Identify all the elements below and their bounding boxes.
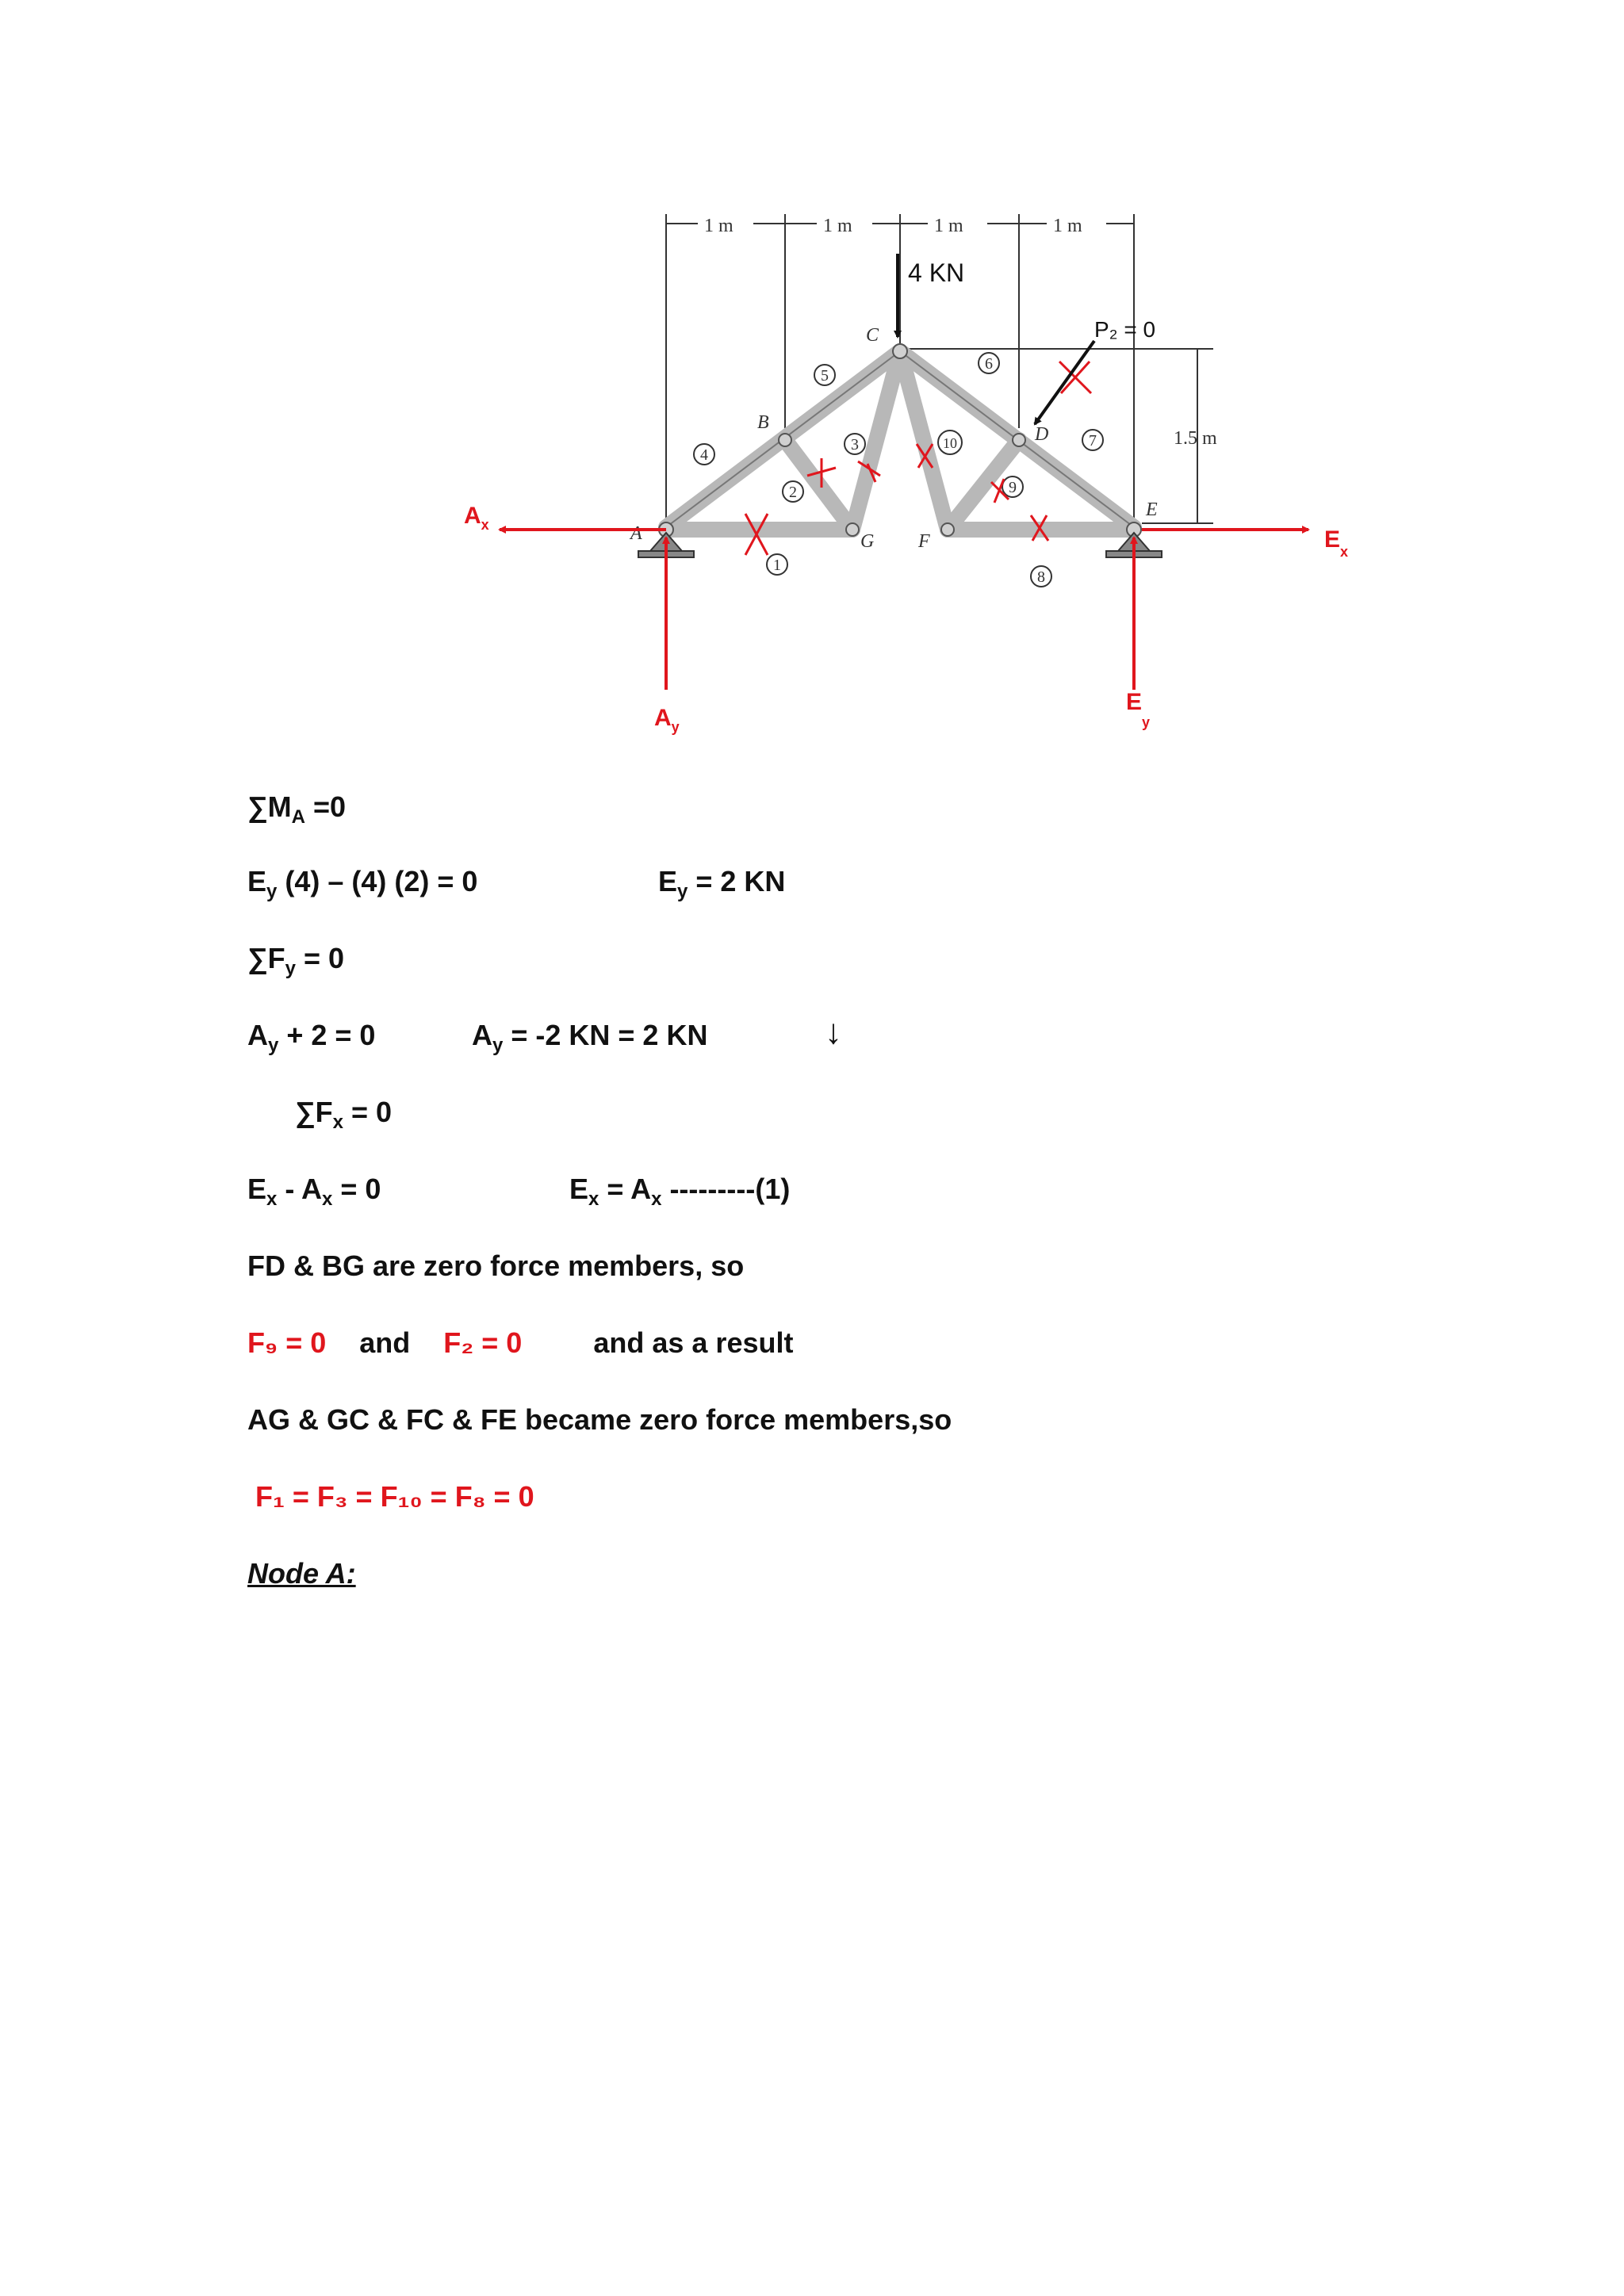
member-number-3: 3 [851, 436, 859, 453]
sum-forces-y: $\sum F_y = 0$ [247, 942, 345, 979]
reaction-label-Ax: $A_x$ [464, 503, 489, 533]
joint-label-C: C [866, 325, 879, 346]
load-label: 4 KN [908, 258, 965, 287]
member-number-2: 2 [789, 484, 797, 501]
sum-forces-x: $\sum F_x = 0$ [295, 1096, 393, 1133]
dim-label-3: 1 m [934, 216, 963, 236]
reaction-label-Ey: $E_y$ [1126, 689, 1151, 730]
p2-arrow [1035, 341, 1094, 424]
fx-equation: $E_x - A_x = 0$ [247, 1173, 381, 1210]
reaction-label-Ay: $A_y$ [654, 705, 680, 735]
down-arrow-icon: ↓ [825, 1012, 842, 1051]
zero-force-result: F₉ = 0 and F₂ = 0 and as a result [247, 1326, 794, 1359]
member-number-5: 5 [821, 367, 829, 385]
zero-force-members-equation: F₁ = F₃ = F₁₀ = F₈ = 0 [255, 1480, 534, 1513]
height-dim-label: 1.5 m [1174, 428, 1217, 449]
zero-force-statement-2: AG & GC & FC & FE became zero force members,so [247, 1403, 952, 1436]
ey-result: $E_y = 2$ KN [658, 865, 786, 902]
member-number-4: 4 [700, 446, 708, 464]
moment-equation: $E_y$ (4) – (4) (2) = 0 [247, 865, 478, 902]
member-number-10: 10 [943, 435, 957, 451]
truss-diagram [0, 0, 1624, 761]
joint-label-A: A [630, 523, 642, 544]
fy-equation: $A_y + 2 = 0$ [247, 1019, 376, 1056]
truss-members [666, 351, 1134, 530]
dim-label-2: 1 m [823, 216, 852, 236]
joint-label-E: E [1146, 499, 1158, 520]
f9-zero: F₉ = 0 [247, 1326, 327, 1359]
member-number-1: 1 [773, 557, 781, 574]
node-a-heading: Node A: [247, 1557, 356, 1590]
member-number-9: 9 [1009, 479, 1017, 496]
f2-zero: F₂ = 0 [443, 1326, 523, 1359]
dim-label-4: 1 m [1053, 216, 1082, 236]
joint-label-B: B [757, 412, 769, 433]
dim-label-1: 1 m [704, 216, 733, 236]
p2-label: P₂ = 0 [1094, 317, 1156, 342]
member-number-6: 6 [985, 355, 993, 373]
joint-label-F: F [918, 531, 930, 552]
joint-label-G: G [860, 531, 875, 552]
joint-label-D: D [1035, 424, 1049, 445]
sum-moments-A: $\sum M_A =0$ [247, 790, 347, 828]
ay-result: $A_y = -2$ KN = 2 KN [472, 1019, 708, 1056]
member-number-7: 7 [1089, 432, 1097, 450]
reaction-label-Ex: $E_x$ [1324, 526, 1349, 560]
zero-force-statement: FD & BG are zero force members, so [247, 1249, 745, 1282]
member-number-8: 8 [1037, 568, 1045, 586]
ex-result: $E_x = A_x$ ---------(1) [569, 1173, 791, 1210]
